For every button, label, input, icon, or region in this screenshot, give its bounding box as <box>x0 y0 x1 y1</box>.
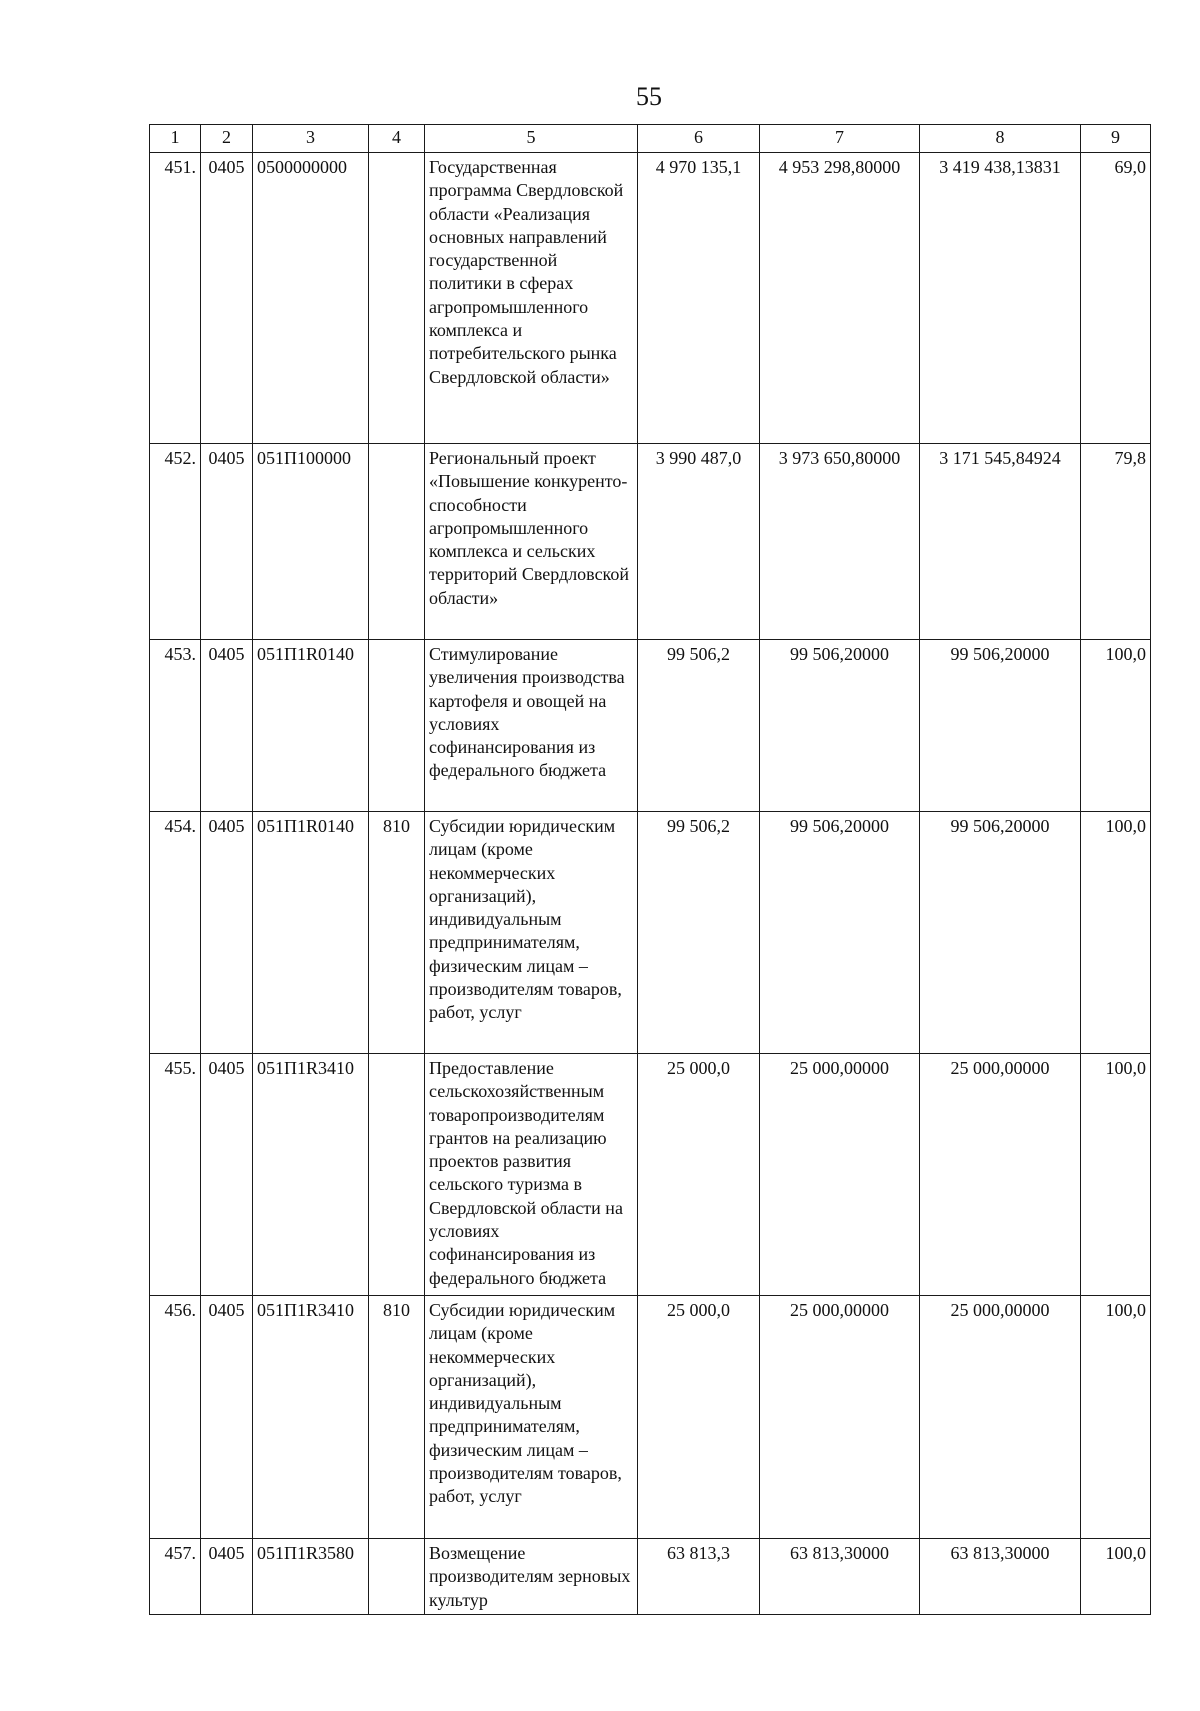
section-code: 0405 <box>201 640 253 812</box>
row-number: 457. <box>150 1539 201 1615</box>
item-name: Предоставление сельскохозяйственным товаропроизводителям грантов на реализацию проектов развития сельского туризма в Свердловской области на условиях софинансирования из федерального бюджета <box>425 1054 638 1296</box>
expense-type-code <box>369 153 425 444</box>
expense-type-code <box>369 444 425 640</box>
amount-col-7: 4 953 298,80000 <box>760 153 920 444</box>
execution-percent: 100,0 <box>1081 640 1151 812</box>
header-col-9: 9 <box>1081 125 1151 153</box>
section-code: 0405 <box>201 1296 253 1539</box>
table-row <box>150 444 1151 640</box>
amount-col-6: 99 506,2 <box>638 812 760 1054</box>
amount-col-7: 25 000,00000 <box>760 1054 920 1296</box>
header-col-4: 4 <box>369 125 425 153</box>
target-article-code: 051П1R0140 <box>253 640 369 812</box>
row-number: 452. <box>150 444 201 640</box>
amount-col-7: 99 506,20000 <box>760 812 920 1054</box>
item-name: Субсидии юридическим лицам (кроме некоммерческих организаций), индивидуальным предпринимателям, физическим лицам – производителям товаров, работ, услуг <box>425 1296 638 1539</box>
amount-col-8: 25 000,00000 <box>920 1296 1081 1539</box>
expense-type-code <box>369 1539 425 1615</box>
table-row <box>150 1539 1151 1615</box>
item-name: Государственная программа Свердловской области «Реализация основных направлений государственной политики в сферах агропромышленного комплекса и потребительского рынка Свердловской области» <box>425 153 638 444</box>
amount-col-8: 3 171 545,84924 <box>920 444 1081 640</box>
table-row <box>150 1054 1151 1296</box>
header-col-3: 3 <box>253 125 369 153</box>
header-col-5: 5 <box>425 125 638 153</box>
section-code: 0405 <box>201 812 253 1054</box>
section-code: 0405 <box>201 1054 253 1296</box>
amount-col-6: 4 970 135,1 <box>638 153 760 444</box>
expense-type-code: 810 <box>369 812 425 1054</box>
amount-col-8: 99 506,20000 <box>920 812 1081 1054</box>
amount-col-7: 3 973 650,80000 <box>760 444 920 640</box>
budget-table <box>149 124 1151 1615</box>
amount-col-7: 99 506,20000 <box>760 640 920 812</box>
header-col-6: 6 <box>638 125 760 153</box>
execution-percent: 100,0 <box>1081 1054 1151 1296</box>
section-code: 0405 <box>201 153 253 444</box>
target-article-code: 0500000000 <box>253 153 369 444</box>
amount-col-6: 63 813,3 <box>638 1539 760 1615</box>
execution-percent: 79,8 <box>1081 444 1151 640</box>
amount-col-8: 3 419 438,13831 <box>920 153 1081 444</box>
row-number: 454. <box>150 812 201 1054</box>
target-article-code: 051П1R0140 <box>253 812 369 1054</box>
header-col-8: 8 <box>920 125 1081 153</box>
header-col-7: 7 <box>760 125 920 153</box>
amount-col-7: 63 813,30000 <box>760 1539 920 1615</box>
table-body <box>150 153 1151 1615</box>
execution-percent: 69,0 <box>1081 153 1151 444</box>
row-number: 455. <box>150 1054 201 1296</box>
amount-col-8: 25 000,00000 <box>920 1054 1081 1296</box>
execution-percent: 100,0 <box>1081 1539 1151 1615</box>
target-article-code: 051П1R3580 <box>253 1539 369 1615</box>
target-article-code: 051П1R3410 <box>253 1296 369 1539</box>
item-name: Региональный проект «Повышение конкуренто-способности агропромышленного комплекса и сельских территорий Свердловской области» <box>425 444 638 640</box>
table-header <box>150 125 1151 153</box>
header-col-2: 2 <box>201 125 253 153</box>
section-code: 0405 <box>201 444 253 640</box>
row-number: 456. <box>150 1296 201 1539</box>
amount-col-8: 99 506,20000 <box>920 640 1081 812</box>
table-row <box>150 1296 1151 1539</box>
item-name: Возмещение производителям зерновых культур <box>425 1539 638 1615</box>
amount-col-8: 63 813,30000 <box>920 1539 1081 1615</box>
amount-col-7: 25 000,00000 <box>760 1296 920 1539</box>
header-row <box>150 125 1151 153</box>
expense-type-code <box>369 1054 425 1296</box>
amount-col-6: 25 000,0 <box>638 1054 760 1296</box>
item-name: Субсидии юридическим лицам (кроме некоммерческих организаций), индивидуальным предпринимателям, физическим лицам – производителям товаров, работ, услуг <box>425 812 638 1054</box>
amount-col-6: 25 000,0 <box>638 1296 760 1539</box>
expense-type-code: 810 <box>369 1296 425 1539</box>
table-row <box>150 153 1151 444</box>
section-code: 0405 <box>201 1539 253 1615</box>
table-row <box>150 640 1151 812</box>
target-article-code: 051П100000 <box>253 444 369 640</box>
row-number: 453. <box>150 640 201 812</box>
execution-percent: 100,0 <box>1081 1296 1151 1539</box>
header-col-1: 1 <box>150 125 201 153</box>
row-number: 451. <box>150 153 201 444</box>
expense-type-code <box>369 640 425 812</box>
target-article-code: 051П1R3410 <box>253 1054 369 1296</box>
amount-col-6: 99 506,2 <box>638 640 760 812</box>
amount-col-6: 3 990 487,0 <box>638 444 760 640</box>
page-number: 55 <box>636 82 662 111</box>
execution-percent: 100,0 <box>1081 812 1151 1054</box>
item-name: Стимулирование увеличения производства картофеля и овощей на условиях софинансирования из федерального бюджета <box>425 640 638 812</box>
table-row <box>150 812 1151 1054</box>
